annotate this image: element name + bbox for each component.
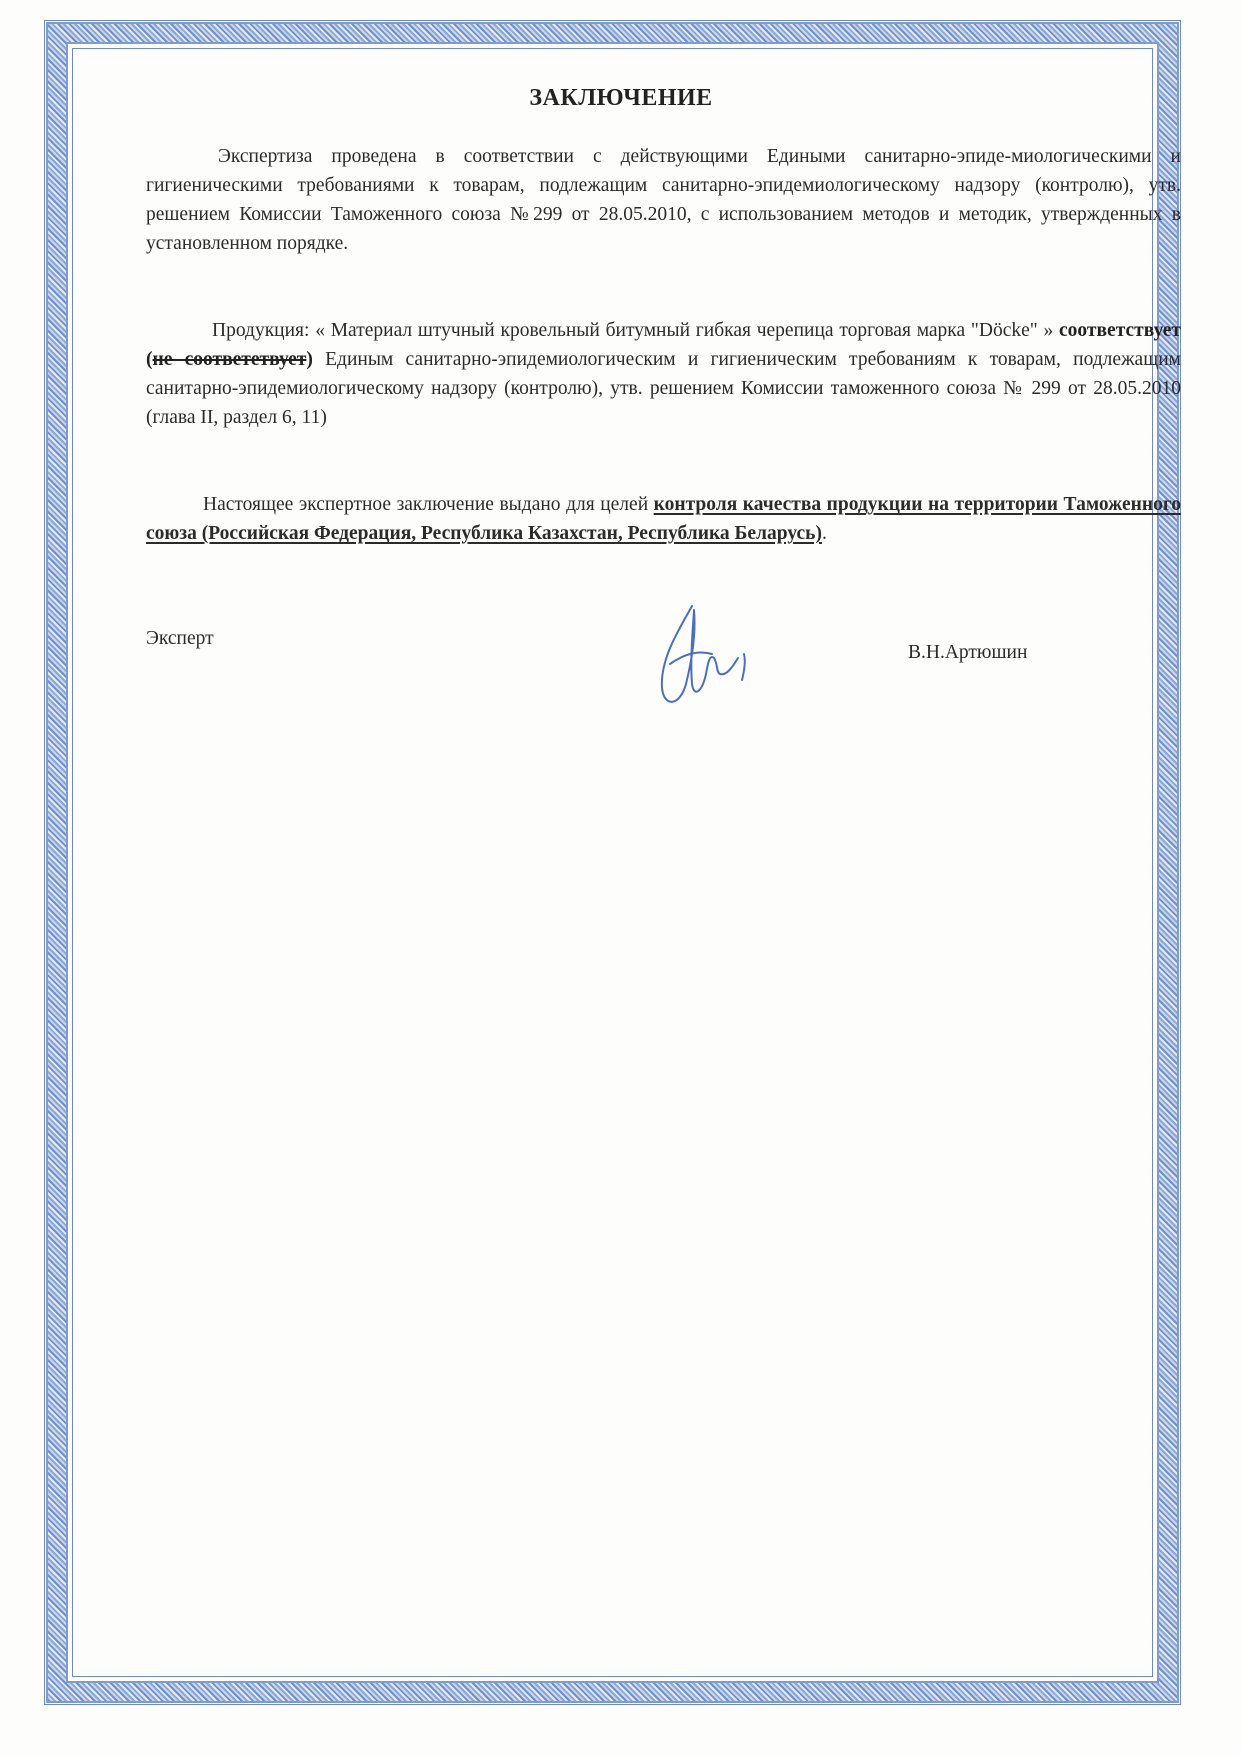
product-status-struck-text: не соответетвует [152, 349, 307, 370]
purpose-lead-text: Настоящее экспертное заключение выдано для целей [203, 494, 654, 515]
purpose-end-text: . [821, 523, 827, 544]
product-lead-text: Продукция: « Материал штучный кровельный битумный гибкая черепица торговая марка "Döcke" » [212, 320, 1060, 341]
purpose-underlined-text: контроля качества продукции на территории Таможенного союза (Российская Федерация, Республика Казахстан, Республика Беларусь) [146, 494, 1181, 544]
document-title: ЗАКЛЮЧЕНИЕ [529, 85, 713, 111]
expert-name: В.Н.Артюшин [908, 642, 1028, 663]
expert-label: Эксперт [146, 628, 214, 649]
paragraph-product [146, 316, 1181, 432]
ornamental-border-inner-line [72, 48, 1153, 1677]
handwritten-signature [640, 588, 780, 728]
paragraph-purpose [146, 490, 1181, 548]
paragraph-expertise-text: Экспертиза проведена в соответствии с действующими Едиными санитарно-эпиде-миологическими и гигиеническими требованиями к товарам, подлежащим санитарно-эпидемиологическому надзору (контролю), утв. решением Комиссии Таможенного союза №299 от 28.05.2010, с использованием методов и методик, утвержденных в установленном порядке. [146, 146, 1181, 254]
paragraph-expertise [146, 142, 1181, 258]
product-status-text: соответствует ( [146, 320, 1181, 370]
product-rest-text: Единым санитарно-эпидемиологическим и гигиеническим требованиям к товарам, подлежащим санитарно-эпидемиологическому надзору (контролю), утв. решением Комиссии таможенного союза № 299 от 28.05.2010 (глава II, раздел 6, 11) [146, 349, 1181, 428]
product-status-close: ) [306, 349, 313, 370]
